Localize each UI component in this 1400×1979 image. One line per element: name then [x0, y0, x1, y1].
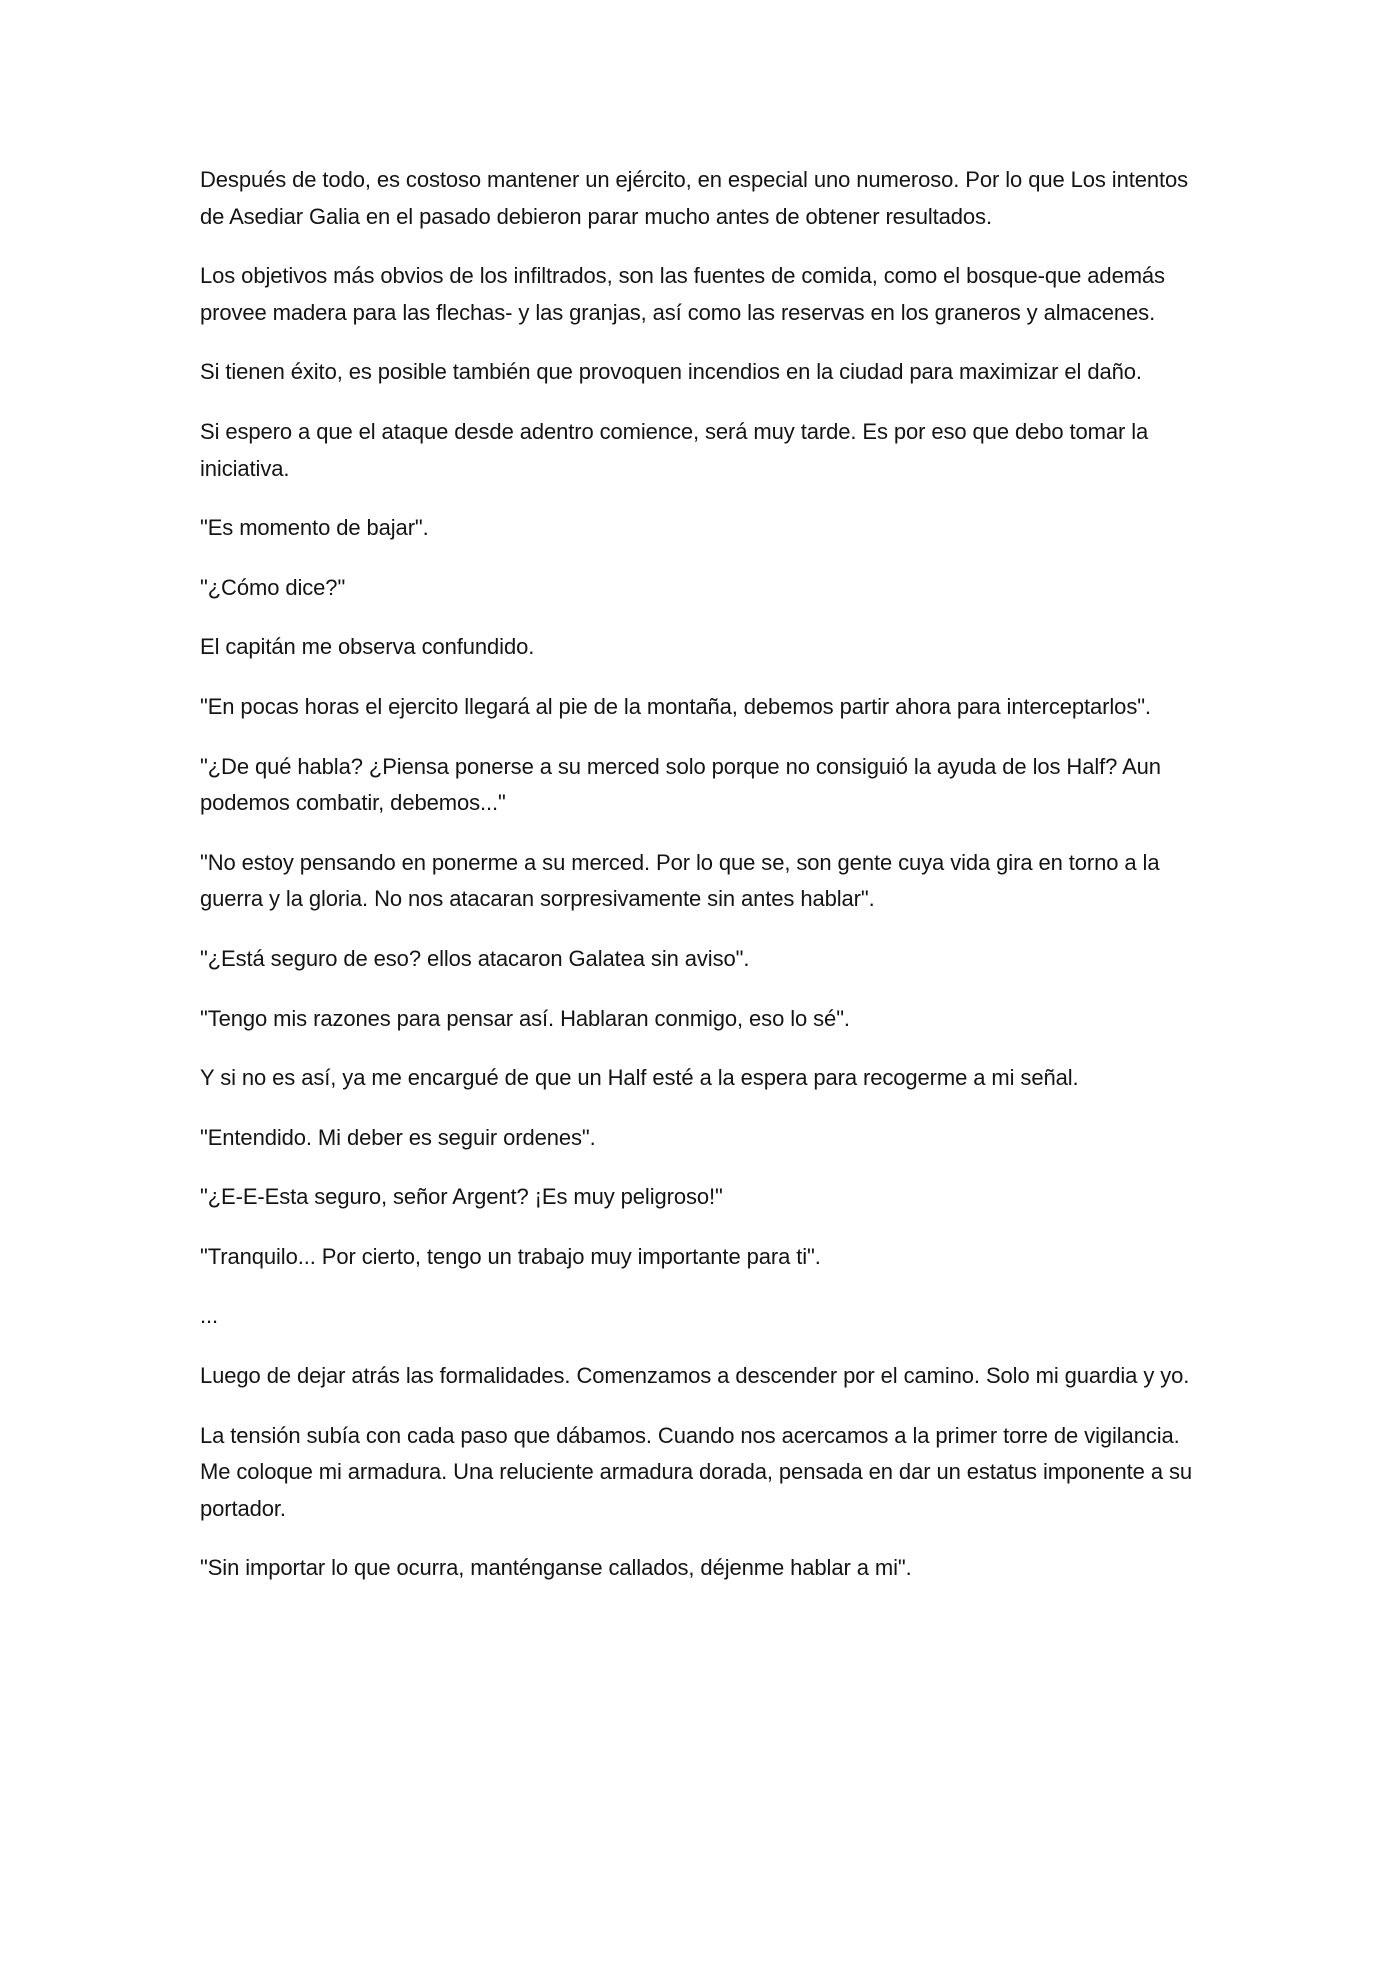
paragraph: "Sin importar lo que ocurra, manténganse callados, déjenme hablar a mi". — [200, 1555, 912, 1581]
paragraph: "¿E-E-Esta seguro, señor Argent? ¡Es muy peligroso!" — [200, 1184, 723, 1210]
paragraph: "¿Está seguro de eso? ellos atacaron Galatea sin aviso". — [200, 945, 750, 971]
paragraph: "¿De qué habla? ¿Piensa ponerse a su merced solo porque no consiguió la ayuda de los Half? Aun podemos combatir, debemos..." — [200, 753, 1161, 816]
paragraph: Luego de dejar atrás las formalidades. Comenzamos a descender por el camino. Solo mi guardia y yo. — [200, 1363, 1190, 1389]
paragraph: "No estoy pensando en ponerme a su merced. Por lo que se, son gente cuya vida gira en torno a la guerra y la gloria. No nos atacaran sorpresivamente sin antes hablar". — [200, 849, 1160, 912]
paragraph: El capitán me observa confundido. — [200, 634, 535, 660]
paragraph: "Es momento de bajar". — [200, 515, 429, 541]
scene-break: ... — [200, 1303, 219, 1329]
paragraph: Si tienen éxito, es posible también que provoquen incendios en la ciudad para maximizar el daño. — [200, 359, 1142, 385]
paragraph: "¿Cómo dice?" — [200, 574, 346, 600]
paragraph: Los objetivos más obvios de los infiltrados, son las fuentes de comida, como el bosque-que además provee madera para las flechas- y las granjas, así como las reservas en los graneros y almacenes. — [200, 263, 1165, 325]
paragraph: La tensión subía con cada paso que dábamos. Cuando nos acercamos a la primer torre de vigilancia. Me coloque mi armadura. Una reluciente armadura dorada, pensada en dar un estatus imponente a su portador. — [200, 1422, 1193, 1521]
paragraph: "Tranquilo... Por cierto, tengo un trabajo muy importante para ti". — [200, 1243, 821, 1269]
paragraph: "Entendido. Mi deber es seguir ordenes". — [200, 1124, 596, 1150]
paragraph: Si espero a que el ataque desde adentro comience, será muy tarde. Es por eso que debo tomar la iniciativa. — [200, 418, 1149, 481]
document-page — [200, 162, 1210, 1610]
paragraph: Después de todo, es costoso mantener un ejército, en especial uno numeroso. Por lo que Los intentos de Asediar Galia en el pasado debieron parar mucho antes de obtener resultados. — [200, 167, 1189, 229]
paragraph: Y si no es así, ya me encargué de que un Half esté a la espera para recogerme a mi señal. — [200, 1065, 1079, 1091]
paragraph: "Tengo mis razones para pensar así. Hablaran conmigo, eso lo sé". — [200, 1005, 850, 1031]
paragraph: "En pocas horas el ejercito llegará al pie de la montaña, debemos partir ahora para interceptarlos". — [200, 693, 1151, 719]
